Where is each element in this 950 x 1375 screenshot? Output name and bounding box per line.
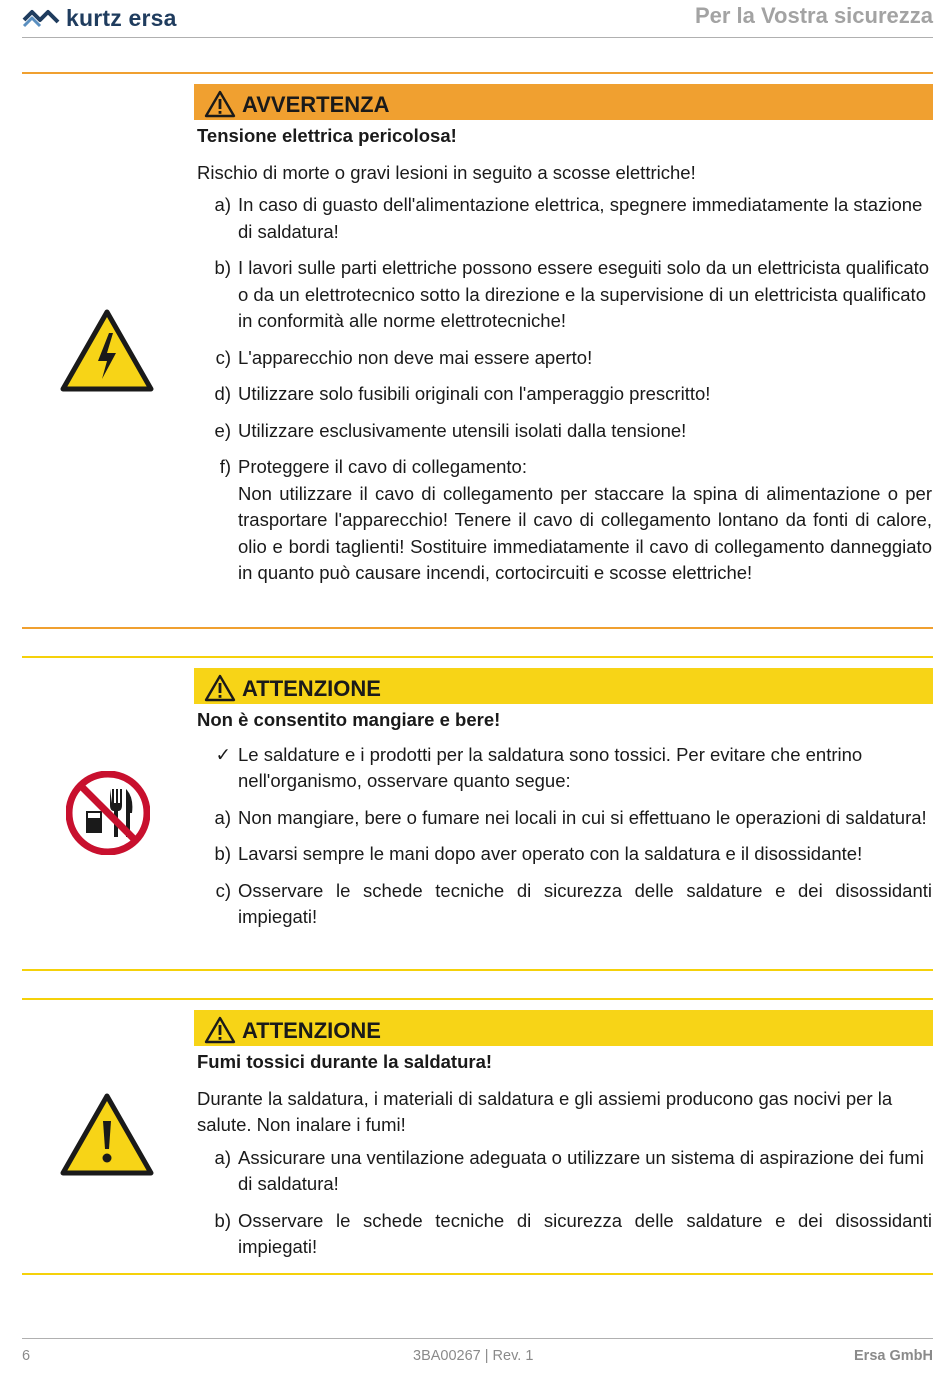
caution-section-no-eating	[22, 656, 933, 972]
list-item-text-block	[238, 454, 932, 587]
caution-section-toxic-fumes	[22, 998, 933, 1276]
list-item-text: Osservare le schede tecniche di sicurezza delle saldature e dei disossidanti impiegati!	[238, 1209, 932, 1257]
list-item	[197, 345, 932, 372]
list-item-text: L'apparecchio non deve mai essere aperto!	[238, 346, 593, 368]
list-item-label: c)	[215, 346, 231, 368]
list-item-text: Utilizzare solo fusibili originali con l'amperaggio prescritto!	[238, 383, 711, 404]
list-item	[197, 1145, 932, 1198]
no-eating-drinking-icon	[66, 771, 150, 855]
kurtz-ersa-logo-icon	[22, 6, 60, 30]
list-item-label: a)	[214, 194, 231, 215]
list-item-label: c)	[215, 879, 231, 901]
list-item-label: b)	[214, 257, 231, 278]
page-number: 6	[22, 1348, 31, 1364]
list-item-label: d)	[214, 383, 231, 404]
section-bottom-rule	[22, 1273, 933, 1275]
list-item-label: e)	[214, 419, 231, 441]
section-subtitle: Tensione elettrica pericolosa!	[197, 125, 457, 146]
list-item-text: In caso di guasto dell'alimentazione elettrica, spegnere immediatamente la stazione di saldatura!	[238, 194, 923, 242]
header-title: Per la Vostra sicurezza	[694, 3, 933, 28]
section-content	[197, 123, 932, 587]
list-item-text: Assicurare una ventilazione adeguata o utilizzare un sistema di aspirazione dei fumi di saldatura!	[238, 1146, 924, 1194]
list-item	[197, 841, 932, 868]
warning-triangle-icon	[204, 90, 236, 118]
section-content	[197, 707, 932, 931]
check-mark-icon: ✓	[215, 743, 231, 765]
check-item-text: Le saldature e i prodotti per la saldatura sono tossici. Per evitare che entrino nell'organismo, osservare quanto segue:	[238, 743, 863, 791]
list-item-text: Non mangiare, bere o fumare nei locali in cui si effettuano le operazioni di saldatura!	[238, 806, 927, 828]
signal-banner	[194, 84, 933, 120]
list-item-text: Utilizzare esclusivamente utensili isolati dalla tensione!	[238, 419, 687, 441]
section-intro: Durante la saldatura, i materiali di saldatura e gli assiemi producono gas nocivi per la salute. Non inalare i fumi!	[197, 1087, 893, 1135]
warning-triangle-icon	[204, 1016, 236, 1044]
list-item	[197, 255, 932, 335]
section-top-rule	[22, 656, 933, 658]
section-subtitle: Non è consentito mangiare e bere!	[197, 709, 501, 730]
page-header	[22, 0, 933, 38]
document-reference: 3BA00267 | Rev. 1	[413, 1348, 534, 1364]
section-subtitle: Fumi tossici durante la saldatura!	[197, 1051, 493, 1072]
list-item-text: I lavori sulle parti elettriche possono essere eseguiti solo da un elettricista qualificato o da un elettrotecnico sotto la direzione e la supervisione di un elettricista qualificato in conformità alle norme elettrotecniche!	[238, 257, 930, 331]
general-warning-icon	[60, 1093, 154, 1177]
list-item	[197, 1208, 932, 1261]
list-item-label: f)	[219, 456, 231, 477]
list-item	[197, 878, 932, 931]
list-item-label: b)	[214, 1209, 231, 1231]
page-footer	[22, 1338, 933, 1364]
warning-triangle-icon	[204, 674, 236, 702]
list-item-text: Lavarsi sempre le mani dopo aver operato con la saldatura e il disossidante!	[238, 843, 863, 864]
signal-banner	[194, 668, 933, 704]
section-bottom-rule	[22, 627, 933, 629]
list-item	[197, 381, 932, 408]
electric-hazard-icon	[60, 309, 154, 393]
list-item-label: a)	[214, 1146, 231, 1168]
list-item	[197, 418, 932, 445]
signal-word: ATTENZIONE	[242, 676, 381, 701]
logo	[22, 4, 177, 32]
signal-word: AVVERTENZA	[242, 92, 390, 117]
warning-section-electric	[22, 72, 933, 630]
list-item-label: a)	[214, 806, 231, 828]
section-intro: Rischio di morte o gravi lesioni in seguito a scosse elettriche!	[197, 161, 696, 183]
list-item	[197, 805, 932, 832]
list-item-text: Osservare le schede tecniche di sicurezza delle saldature e dei disossidanti impiegati!	[238, 879, 932, 927]
section-bottom-rule	[22, 969, 933, 971]
section-content	[197, 1049, 932, 1261]
logo-text: kurtz ersa	[66, 4, 177, 31]
list-item-label: b)	[214, 843, 231, 864]
section-top-rule	[22, 72, 933, 74]
list-item-text-continued: Non utilizzare il cavo di collegamento per staccare la spina di alimentazione o per trasportare l'apparecchio! Tenere il cavo di collegamento lontano da fonti di calore, olio e bordi taglienti! Sostituire immediatamente il cavo di collegamento danneggiato in quanto può causare incendi, cortocircuiti e scosse elettriche!	[238, 482, 932, 583]
list-item-text: Proteggere il cavo di collegamento:	[238, 456, 527, 477]
company-name: Ersa GmbH	[854, 1348, 933, 1364]
section-top-rule	[22, 998, 933, 1000]
list-item	[197, 454, 932, 587]
check-item	[197, 742, 932, 795]
list-item	[197, 192, 932, 245]
signal-banner	[194, 1010, 933, 1046]
signal-word: ATTENZIONE	[242, 1018, 381, 1043]
